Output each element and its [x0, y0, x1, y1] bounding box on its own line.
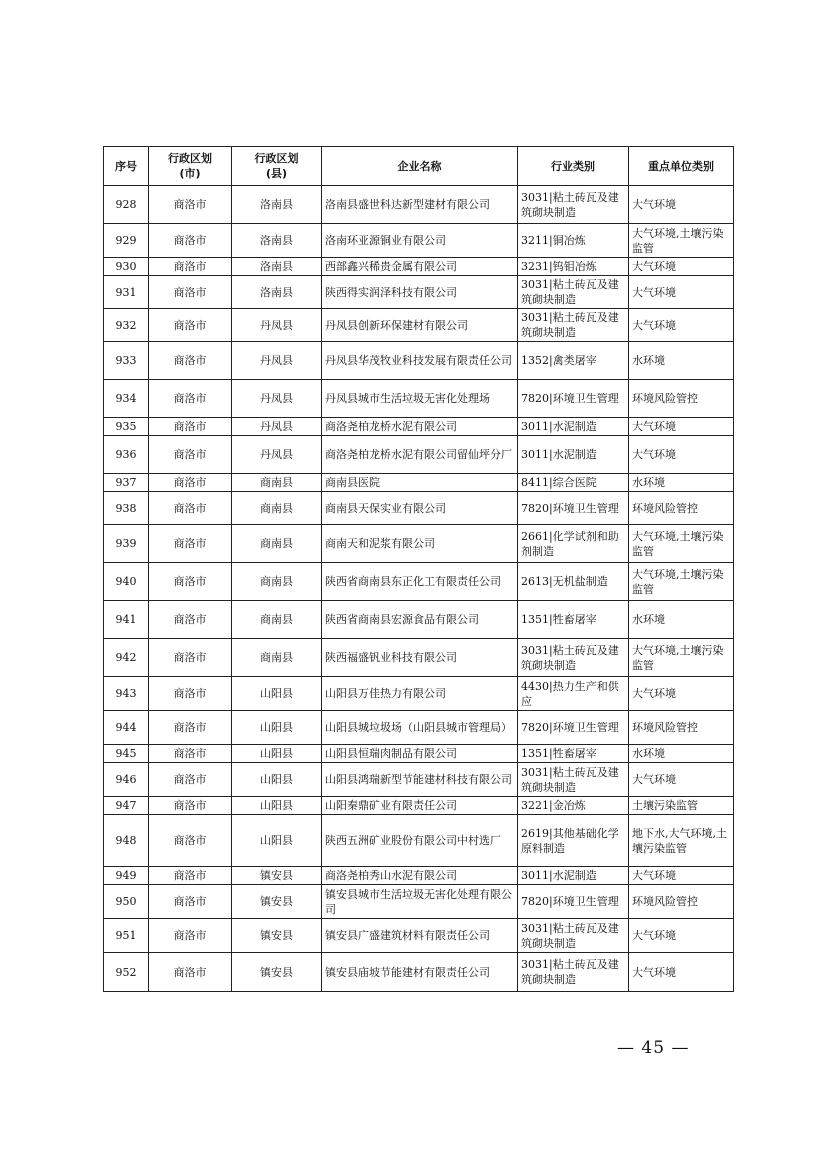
- cell-county: 商南县: [232, 639, 322, 677]
- cell-city: 商洛市: [149, 885, 232, 919]
- cell-city: 商洛市: [149, 763, 232, 797]
- table-row: [104, 563, 734, 601]
- cell-county: 商南县: [232, 474, 322, 492]
- cell-company: 商洛尧柏秀山水泥有限公司: [322, 867, 518, 885]
- cell-industry: 3031|粘土砖瓦及建筑砌块制造: [518, 309, 629, 342]
- cell-unit-type: 大气环境: [629, 763, 734, 797]
- table-row: [104, 601, 734, 639]
- cell-city: 商洛市: [149, 492, 232, 525]
- cell-index: 947: [104, 797, 149, 815]
- table-row: [104, 276, 734, 309]
- cell-city: 商洛市: [149, 474, 232, 492]
- cell-company: 镇安县庙坡节能建材有限责任公司: [322, 953, 518, 992]
- cell-city: 商洛市: [149, 639, 232, 677]
- cell-index: 937: [104, 474, 149, 492]
- cell-index: 939: [104, 525, 149, 563]
- header-unit-type: 重点单位类别: [629, 147, 734, 186]
- cell-county: 山阳县: [232, 797, 322, 815]
- cell-industry: 3031|粘土砖瓦及建筑砌块制造: [518, 186, 629, 224]
- table-row: [104, 525, 734, 563]
- cell-unit-type: 大气环境: [629, 258, 734, 276]
- cell-industry: 3231|钨钼冶炼: [518, 258, 629, 276]
- cell-county: 山阳县: [232, 763, 322, 797]
- cell-city: 商洛市: [149, 867, 232, 885]
- cell-county: 山阳县: [232, 711, 322, 745]
- cell-industry: 8411|综合医院: [518, 474, 629, 492]
- table-row: [104, 745, 734, 763]
- cell-city: 商洛市: [149, 186, 232, 224]
- cell-unit-type: 大气环境: [629, 953, 734, 992]
- cell-index: 945: [104, 745, 149, 763]
- cell-index: 950: [104, 885, 149, 919]
- cell-industry: 3211|铜冶炼: [518, 224, 629, 258]
- cell-company: 商洛尧柏龙桥水泥有限公司留仙坪分厂: [322, 436, 518, 474]
- cell-unit-type: 水环境: [629, 342, 734, 380]
- cell-city: 商洛市: [149, 677, 232, 711]
- cell-company: 丹凤县创新环保建材有限公司: [322, 309, 518, 342]
- cell-index: 929: [104, 224, 149, 258]
- cell-index: 928: [104, 186, 149, 224]
- cell-company: 陕西省商南县东正化工有限责任公司: [322, 563, 518, 601]
- cell-industry: 2619|其他基础化学原料制造: [518, 815, 629, 867]
- cell-industry: 2613|无机盐制造: [518, 563, 629, 601]
- cell-index: 933: [104, 342, 149, 380]
- cell-company: 丹凤县城市生活垃圾无害化处理场: [322, 380, 518, 418]
- cell-city: 商洛市: [149, 919, 232, 953]
- cell-county: 洛南县: [232, 224, 322, 258]
- cell-county: 山阳县: [232, 745, 322, 763]
- cell-unit-type: 环境风险管控: [629, 380, 734, 418]
- cell-county: 镇安县: [232, 953, 322, 992]
- cell-county: 山阳县: [232, 815, 322, 867]
- header-index: 序号: [104, 147, 149, 186]
- cell-industry: 7820|环境卫生管理: [518, 885, 629, 919]
- cell-unit-type: 水环境: [629, 474, 734, 492]
- cell-company: 陕西得实润泽科技有限公司: [322, 276, 518, 309]
- enterprise-table: [103, 146, 734, 992]
- cell-company: 镇安县广盛建筑材料有限责任公司: [322, 919, 518, 953]
- cell-county: 洛南县: [232, 276, 322, 309]
- cell-company: 山阳县万佳热力有限公司: [322, 677, 518, 711]
- cell-company: 山阳秦鼎矿业有限责任公司: [322, 797, 518, 815]
- table-row: [104, 867, 734, 885]
- cell-industry: 3031|粘土砖瓦及建筑砌块制造: [518, 639, 629, 677]
- cell-industry: 3011|水泥制造: [518, 436, 629, 474]
- cell-company: 商洛尧柏龙桥水泥有限公司: [322, 418, 518, 436]
- table-row: [104, 919, 734, 953]
- cell-industry: 3031|粘土砖瓦及建筑砌块制造: [518, 276, 629, 309]
- cell-industry: 3221|金冶炼: [518, 797, 629, 815]
- cell-industry: 3011|水泥制造: [518, 418, 629, 436]
- cell-company: 商南天和泥浆有限公司: [322, 525, 518, 563]
- cell-unit-type: 大气环境: [629, 436, 734, 474]
- cell-county: 镇安县: [232, 919, 322, 953]
- page-number: — 45 —: [617, 1038, 690, 1058]
- cell-company: 陕西五洲矿业股份有限公司中村选厂: [322, 815, 518, 867]
- cell-company: 山阳县鸿瑞新型节能建材科技有限公司: [322, 763, 518, 797]
- cell-city: 商洛市: [149, 380, 232, 418]
- cell-index: 943: [104, 677, 149, 711]
- header-city: 行政区划 (市): [149, 147, 232, 186]
- table-row: [104, 815, 734, 867]
- table-row: [104, 258, 734, 276]
- cell-index: 949: [104, 867, 149, 885]
- table-row: [104, 885, 734, 919]
- cell-company: 陕西福盛钒业科技有限公司: [322, 639, 518, 677]
- cell-unit-type: 大气环境,土壤污染监管: [629, 525, 734, 563]
- cell-county: 丹凤县: [232, 342, 322, 380]
- cell-unit-type: 大气环境: [629, 867, 734, 885]
- cell-city: 商洛市: [149, 436, 232, 474]
- table-row: [104, 711, 734, 745]
- cell-county: 丹凤县: [232, 380, 322, 418]
- cell-index: 942: [104, 639, 149, 677]
- cell-city: 商洛市: [149, 418, 232, 436]
- cell-unit-type: 水环境: [629, 601, 734, 639]
- cell-unit-type: 环境风险管控: [629, 885, 734, 919]
- cell-industry: 3031|粘土砖瓦及建筑砌块制造: [518, 763, 629, 797]
- table-row: [104, 224, 734, 258]
- cell-index: 938: [104, 492, 149, 525]
- cell-county: 丹凤县: [232, 436, 322, 474]
- cell-unit-type: 环境风险管控: [629, 492, 734, 525]
- table-row: [104, 763, 734, 797]
- table-row: [104, 342, 734, 380]
- cell-industry: 1351|牲畜屠宰: [518, 745, 629, 763]
- cell-city: 商洛市: [149, 563, 232, 601]
- cell-city: 商洛市: [149, 342, 232, 380]
- cell-unit-type: 大气环境: [629, 276, 734, 309]
- cell-city: 商洛市: [149, 711, 232, 745]
- cell-unit-type: 大气环境,土壤污染监管: [629, 224, 734, 258]
- cell-unit-type: 大气环境,土壤污染监管: [629, 563, 734, 601]
- cell-city: 商洛市: [149, 953, 232, 992]
- cell-company: 镇安县城市生活垃圾无害化处理有限公司: [322, 885, 518, 919]
- cell-industry: 4430|热力生产和供应: [518, 677, 629, 711]
- cell-company: 西部鑫兴稀贵金属有限公司: [322, 258, 518, 276]
- cell-county: 商南县: [232, 601, 322, 639]
- cell-county: 镇安县: [232, 885, 322, 919]
- table-row: [104, 436, 734, 474]
- cell-index: 946: [104, 763, 149, 797]
- cell-city: 商洛市: [149, 258, 232, 276]
- table-header-row: [104, 147, 734, 186]
- cell-unit-type: 大气环境: [629, 919, 734, 953]
- cell-index: 935: [104, 418, 149, 436]
- cell-unit-type: 大气环境: [629, 309, 734, 342]
- cell-index: 940: [104, 563, 149, 601]
- cell-unit-type: 大气环境: [629, 186, 734, 224]
- cell-county: 商南县: [232, 525, 322, 563]
- cell-industry: 3031|粘土砖瓦及建筑砌块制造: [518, 919, 629, 953]
- cell-index: 930: [104, 258, 149, 276]
- table-row: [104, 639, 734, 677]
- header-industry: 行业类别: [518, 147, 629, 186]
- cell-company: 商南县天保实业有限公司: [322, 492, 518, 525]
- cell-county: 洛南县: [232, 186, 322, 224]
- cell-industry: 3011|水泥制造: [518, 867, 629, 885]
- cell-index: 931: [104, 276, 149, 309]
- cell-county: 山阳县: [232, 677, 322, 711]
- cell-city: 商洛市: [149, 224, 232, 258]
- cell-index: 944: [104, 711, 149, 745]
- cell-county: 丹凤县: [232, 418, 322, 436]
- table-row: [104, 474, 734, 492]
- cell-industry: 1351|牲畜屠宰: [518, 601, 629, 639]
- header-company: 企业名称: [322, 147, 518, 186]
- cell-county: 商南县: [232, 492, 322, 525]
- table-row: [104, 797, 734, 815]
- cell-city: 商洛市: [149, 601, 232, 639]
- cell-industry: 7820|环境卫生管理: [518, 492, 629, 525]
- cell-city: 商洛市: [149, 525, 232, 563]
- cell-industry: 2661|化学试剂和助剂制造: [518, 525, 629, 563]
- cell-city: 商洛市: [149, 276, 232, 309]
- cell-city: 商洛市: [149, 745, 232, 763]
- cell-city: 商洛市: [149, 815, 232, 867]
- cell-company: 洛南环亚源铜业有限公司: [322, 224, 518, 258]
- cell-industry: 7820|环境卫生管理: [518, 380, 629, 418]
- cell-county: 商南县: [232, 563, 322, 601]
- cell-industry: 1352|禽类屠宰: [518, 342, 629, 380]
- cell-unit-type: 地下水,大气环境,土壤污染监管: [629, 815, 734, 867]
- cell-industry: 3031|粘土砖瓦及建筑砌块制造: [518, 953, 629, 992]
- cell-county: 镇安县: [232, 867, 322, 885]
- table-row: [104, 186, 734, 224]
- cell-company: 丹凤县华茂牧业科技发展有限责任公司: [322, 342, 518, 380]
- cell-unit-type: 土壤污染监管: [629, 797, 734, 815]
- cell-company: 陕西省商南县宏源食品有限公司: [322, 601, 518, 639]
- cell-county: 洛南县: [232, 258, 322, 276]
- table-row: [104, 492, 734, 525]
- cell-county: 丹凤县: [232, 309, 322, 342]
- cell-index: 952: [104, 953, 149, 992]
- cell-unit-type: 大气环境: [629, 418, 734, 436]
- table-row: [104, 953, 734, 992]
- cell-city: 商洛市: [149, 309, 232, 342]
- cell-city: 商洛市: [149, 797, 232, 815]
- cell-index: 934: [104, 380, 149, 418]
- header-county: 行政区划 (县): [232, 147, 322, 186]
- table-row: [104, 418, 734, 436]
- cell-company: 山阳县城垃圾场（山阳县城市管理局）: [322, 711, 518, 745]
- cell-unit-type: 大气环境,土壤污染监管: [629, 639, 734, 677]
- cell-index: 941: [104, 601, 149, 639]
- cell-company: 山阳县恒瑞肉制品有限公司: [322, 745, 518, 763]
- cell-index: 948: [104, 815, 149, 867]
- cell-unit-type: 水环境: [629, 745, 734, 763]
- cell-company: 商南县医院: [322, 474, 518, 492]
- table-row: [104, 380, 734, 418]
- cell-index: 932: [104, 309, 149, 342]
- cell-index: 936: [104, 436, 149, 474]
- cell-index: 951: [104, 919, 149, 953]
- table-row: [104, 309, 734, 342]
- cell-company: 洛南县盛世科达新型建材有限公司: [322, 186, 518, 224]
- table-row: [104, 677, 734, 711]
- cell-unit-type: 大气环境: [629, 677, 734, 711]
- cell-unit-type: 环境风险管控: [629, 711, 734, 745]
- cell-industry: 7820|环境卫生管理: [518, 711, 629, 745]
